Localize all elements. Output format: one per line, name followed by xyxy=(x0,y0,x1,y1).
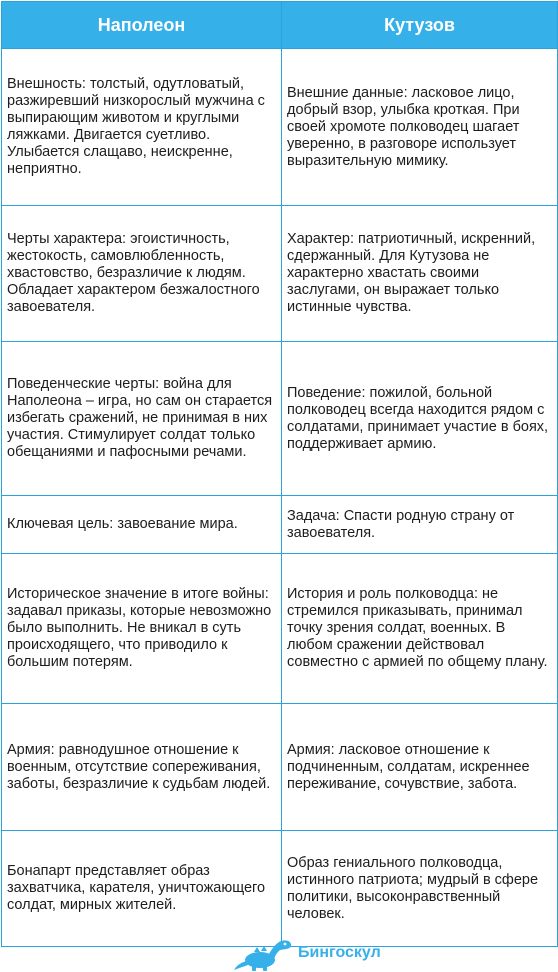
dinosaur-mascot-icon xyxy=(234,934,294,972)
table-row xyxy=(2,342,558,496)
kutuzov-cell: История и роль полководца: не стремился приказывать, принимал точку зрения солдат, военных. В любом сражении действовал совместно с армией по общему плану. xyxy=(282,554,558,704)
kutuzov-cell: Внешние данные: ласковое лицо, добрый взор, улыбка кроткая. При своей хромоте полководец шагает уверенно, в разговоре использует выразительную мимику. xyxy=(282,49,558,206)
comparison-table xyxy=(1,1,558,947)
header-kutuzov: Кутузов xyxy=(282,2,558,49)
napoleon-cell: Бонапарт представляет образ захватчика, карателя, уничтожающего солдат, мирных жителей. xyxy=(2,831,282,947)
brand-logo xyxy=(234,934,381,972)
napoleon-cell: Ключевая цель: завоевание мира. xyxy=(2,496,282,554)
kutuzov-cell: Армия: ласковое отношение к подчиненным, солдатам, искреннее переживание, сочувствие, забота. xyxy=(282,704,558,831)
table-row xyxy=(2,704,558,831)
header-napoleon: Наполеон xyxy=(2,2,282,49)
table-row xyxy=(2,206,558,342)
table-row xyxy=(2,496,558,554)
kutuzov-cell: Поведение: пожилой, больной полководец всегда находится рядом с солдатами, принимает участие в боях, поддерживает армию. xyxy=(282,342,558,496)
kutuzov-cell: Характер: патриотичный, искренний, сдержанный. Для Кутузова не характерно хвастать своими заслугами, он выражает только истинные чувства. xyxy=(282,206,558,342)
napoleon-cell: Черты характера: эгоистичность, жестокость, самовлюбленность, хвастовство, безразличие к людям. Обладает характером безжалостного завоевателя. xyxy=(2,206,282,342)
table-row xyxy=(2,49,558,206)
kutuzov-cell: Задача: Спасти родную страну от завоевателя. xyxy=(282,496,558,554)
napoleon-cell: Внешность: толстый, одутловатый, разжиревший низкорослый мужчина с выпирающим животом и круглыми ляжками. Двигается суетливо. Улыбается слащаво, неискренне, неприятно. xyxy=(2,49,282,206)
brand-name: Бингоскул xyxy=(298,944,381,961)
table-header-row xyxy=(2,2,558,49)
table-row xyxy=(2,554,558,704)
napoleon-cell: Армия: равнодушное отношение к военным, отсутствие сопереживания, заботы, безразличие к судьбам людей. xyxy=(2,704,282,831)
kutuzov-cell: Образ гениального полководца, истинного патриота; мудрый в сфере политики, высоконравственный человек. xyxy=(282,831,558,947)
table-row xyxy=(2,831,558,947)
napoleon-cell: Поведенческие черты: война для Наполеона – игра, но сам он старается избегать сражений, не принимая в них участия. Стимулирует солдат только обещаниями и пафосными речами. xyxy=(2,342,282,496)
napoleon-cell: Историческое значение в итоге войны: задавал приказы, которые невозможно было выполнить. Не вникал в суть происходящего, что приводило к большим потерям. xyxy=(2,554,282,704)
